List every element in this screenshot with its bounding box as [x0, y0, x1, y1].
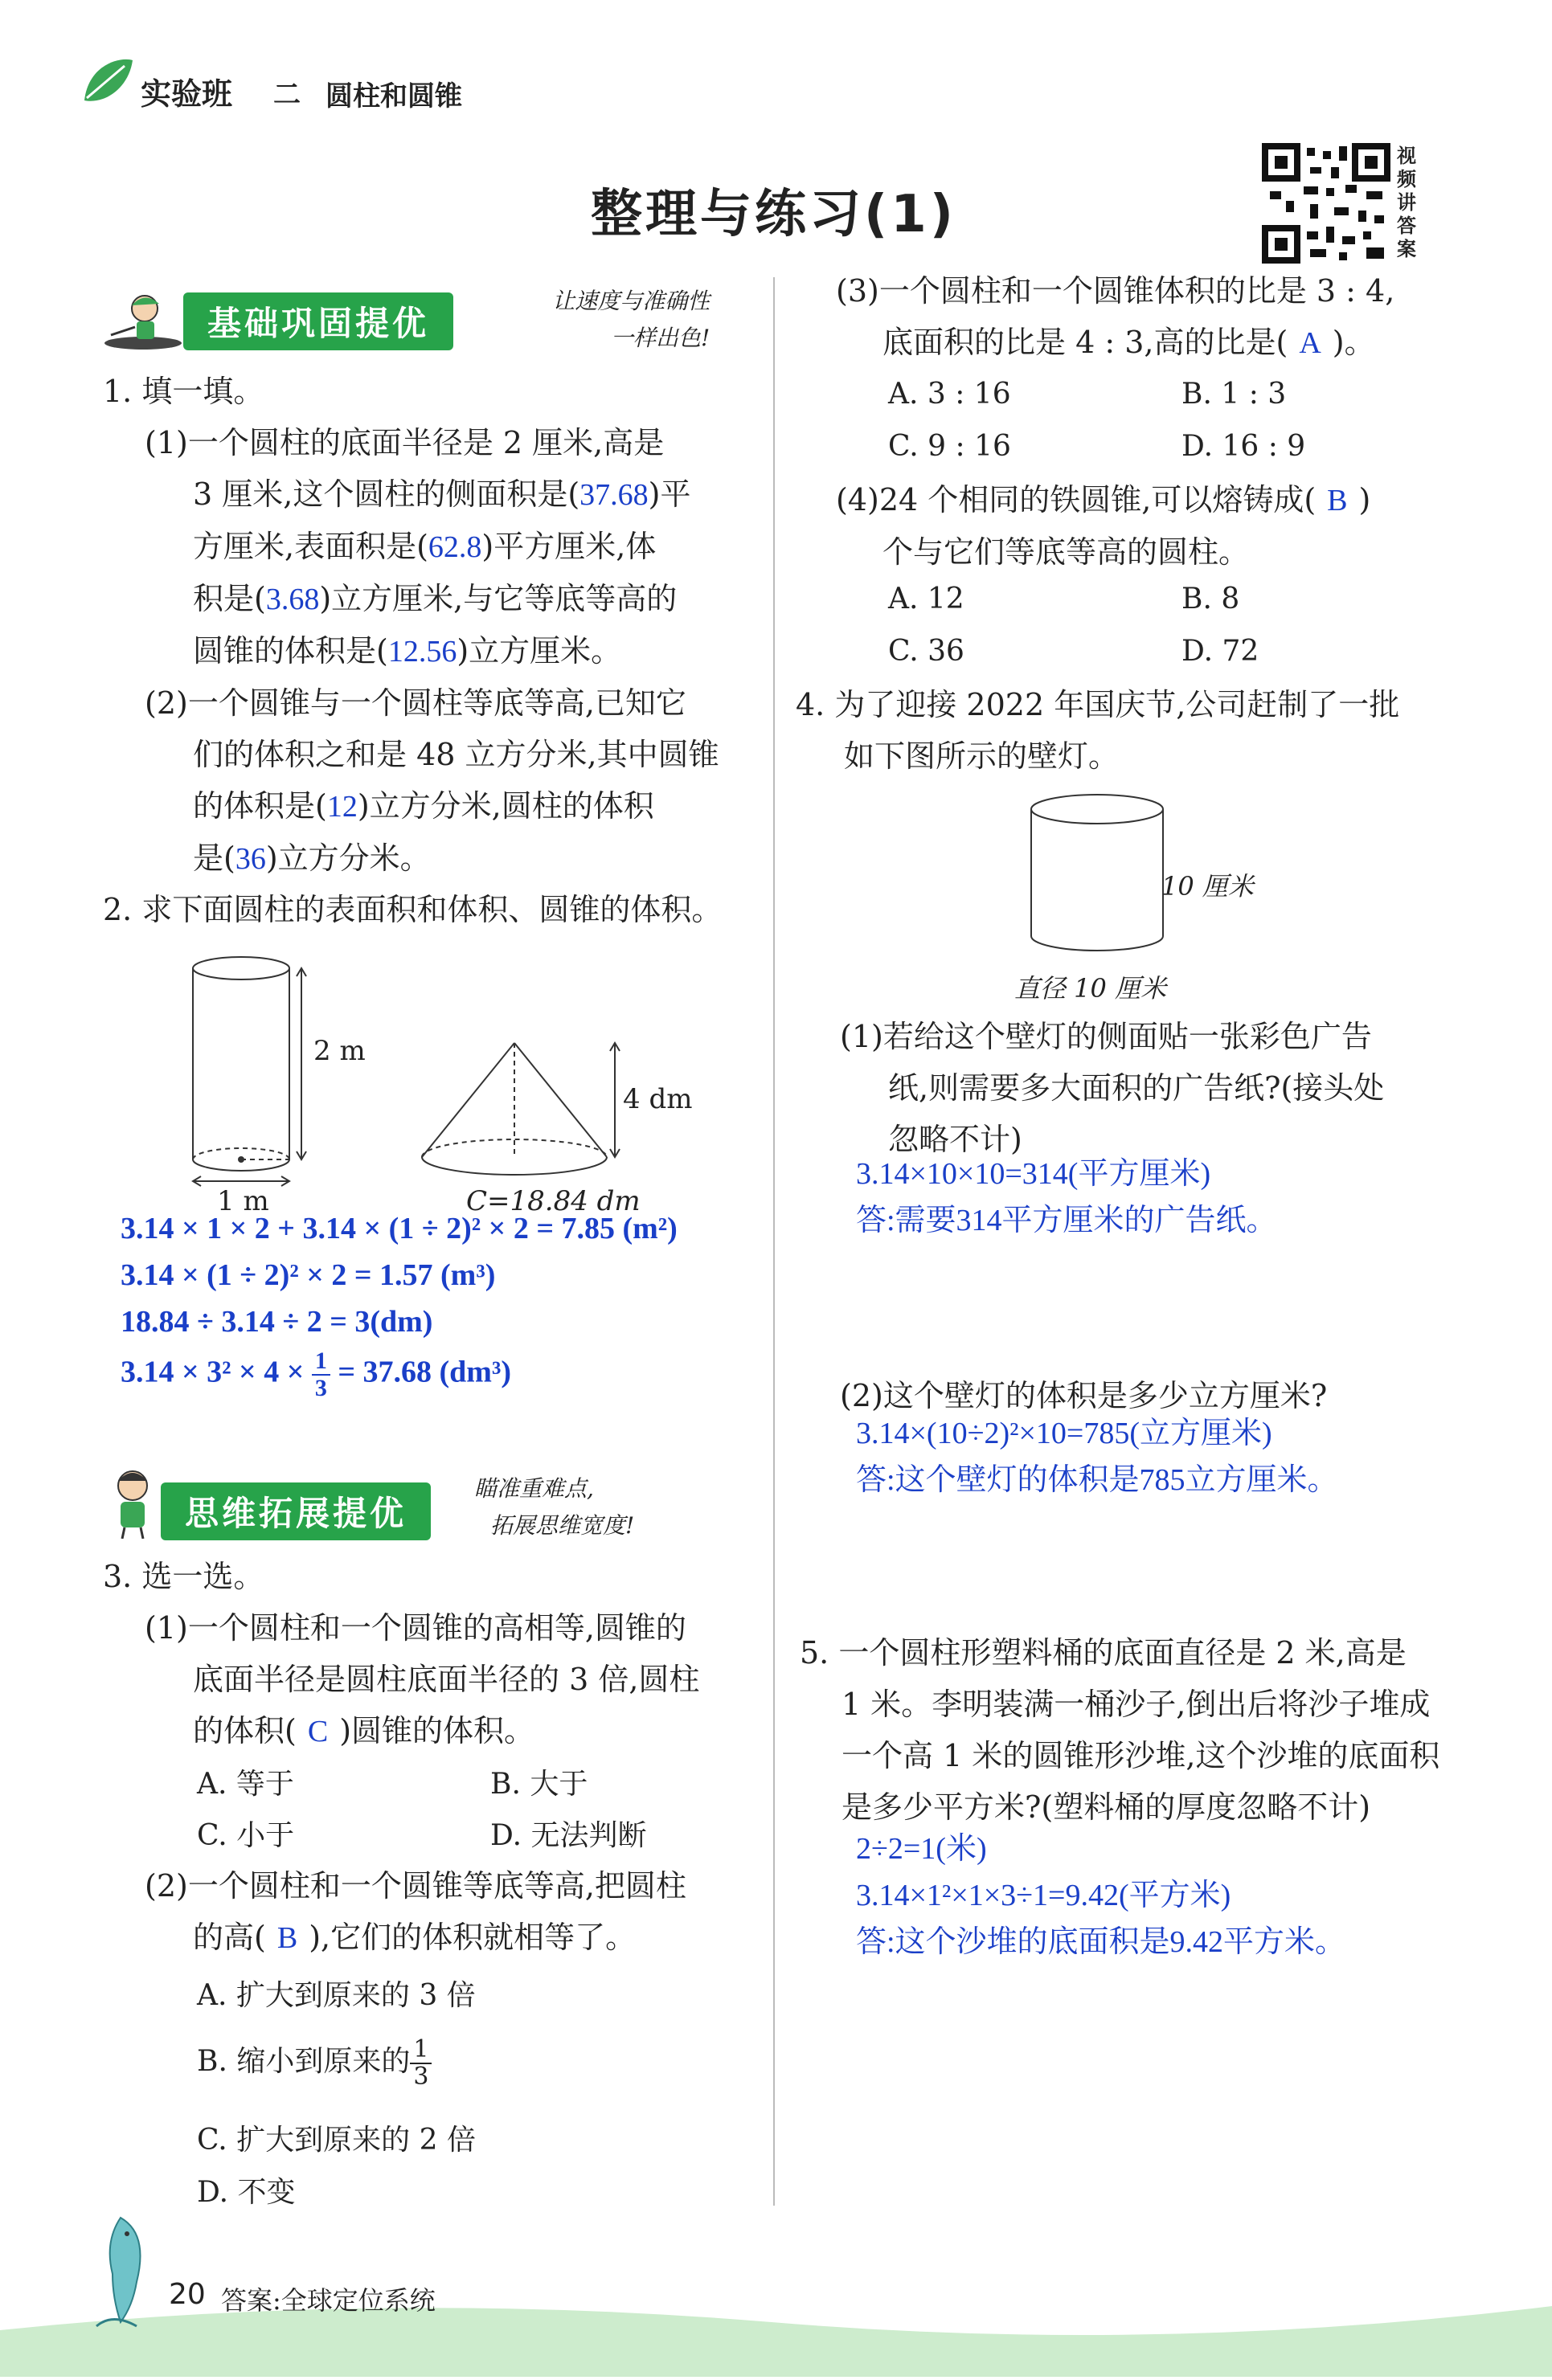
cylinder-height-label: 2 m	[313, 1035, 366, 1067]
lamp-height-label: 10 厘米	[1161, 871, 1254, 902]
answer-blank: 36	[235, 842, 266, 876]
answer-choice: B	[1327, 484, 1348, 517]
qr-label: 视频讲答案	[1397, 145, 1416, 260]
answer-choice: B	[276, 1921, 298, 1955]
mascot-skater-icon	[95, 291, 183, 358]
lamp-diameter-label: 直径 10 厘米	[1014, 973, 1167, 1004]
question-3-4: (4)24 个相同的铁圆锥,可以熔铸成( B ) 个与它们等底等高的圆柱。	[836, 482, 1371, 570]
unit-title: 圆柱和圆锥	[326, 80, 462, 112]
dolphin-icon	[88, 2210, 161, 2333]
question-3: 3. 选一选。 (1)一个圆柱和一个圆锥的高相等,圆锥的 底面半径是圆柱底面半径的 3 倍,圆柱 的体积( C )圆锥的体积。	[103, 1559, 700, 1748]
section-slogan-2: 瞄准重难点, 拓展思维宽度!	[474, 1475, 635, 1539]
option: D. 16 : 9	[1181, 430, 1306, 463]
section-slogan-1: 让速度与准确性 一样出色!	[552, 288, 710, 351]
option: A. 12	[888, 583, 964, 615]
cylinder-diameter-label: 1 m	[217, 1185, 269, 1217]
answer-blank: 12	[326, 790, 358, 824]
page-number: 20	[169, 2278, 206, 2311]
option: A. 扩大到原来的 3 倍	[197, 1979, 476, 2012]
unit-number: 二	[273, 79, 301, 111]
option: B. 缩小到原来的 $\frac{1}{3}$	[197, 2037, 432, 2090]
column-divider	[773, 277, 775, 2206]
question-4-2: (2)这个壁灯的体积是多少立方厘米?	[840, 1378, 1328, 1413]
section-banner-advanced: 思维拓展提优	[161, 1482, 431, 1540]
leaf-logo-icon	[80, 56, 137, 108]
answer-blank: 37.68	[579, 478, 649, 512]
q1-heading: 1. 填一填。	[103, 374, 264, 409]
option: C. 36	[888, 635, 964, 668]
answer-blank: 12.56	[387, 635, 457, 669]
answer-blank: 3.68	[265, 583, 320, 616]
option: C. 扩大到原来的 2 倍	[197, 2124, 476, 2157]
option: C. 小于	[197, 1819, 295, 1852]
cone-circumference-label: C=18.84 dm	[466, 1185, 641, 1217]
section-banner-basic: 基础巩固提优	[183, 292, 453, 350]
question-5: 5. 一个圆柱形塑料桶的底面直径是 2 米,高是 1 米。李明装满一桶沙子,倒出后将沙子堆成 一个高 1 米的圆锥形沙堆,这个沙堆的底面积 是多少平方米?(塑料桶的厚度忽略不计)	[800, 1635, 1440, 1825]
option: B. 1 : 3	[1181, 378, 1287, 411]
cone-height-label: 4 dm	[623, 1083, 693, 1115]
footer-answer: 答案:全球定位系统	[221, 2285, 436, 2316]
option: B. 8	[1181, 583, 1240, 615]
q4-1-answer: 3.14×10×10=314(平方厘米) 答:需要314平方厘米的广告纸。	[856, 1157, 1277, 1237]
question-2-heading: 2. 求下面圆柱的表面积和体积、圆锥的体积。	[103, 892, 723, 927]
page-title: 整理与练习(1)	[591, 185, 957, 244]
option: D. 72	[1181, 635, 1259, 668]
cone-figure	[414, 1037, 639, 1189]
option: D. 不变	[197, 2176, 296, 2209]
book-name: 实验班	[141, 76, 233, 112]
option: A. 等于	[197, 1768, 294, 1801]
qr-code[interactable]	[1262, 143, 1390, 267]
question-4-1: (1)若给这个壁灯的侧面贴一张彩色广告 纸,则需要多大面积的广告纸?(接头处 忽略不计)	[840, 1019, 1385, 1157]
cylinder-figure	[169, 944, 410, 1209]
question-3-3: (3)一个圆柱和一个圆锥体积的比是 3 : 4, 底面积的比是 4 : 3,高的比是( A )。	[836, 273, 1395, 360]
question-1: 1. 填一填。 (1)一个圆柱的底面半径是 2 厘米,高是 3 厘米,这个圆柱的侧面积是(37.68)平 方厘米,表面积是(62.8)平方厘米,体 积是(3.68)立方厘米,与它等底等高的 圆锥的体积是(12.56)立方厘米。 (2)一个圆锥与一个圆柱等底等高,已知它 们的体积之和是 48 立方分米,其中圆锥 的体积是(12)立方分米,圆柱的体积 是(36)立方分米。	[103, 366, 754, 885]
question-3-2: (2)一个圆柱和一个圆锥等底等高,把圆柱 的高( B ),它们的体积就相等了。	[145, 1868, 686, 1955]
answer-blank: 62.8	[428, 530, 482, 564]
option: C. 9 : 16	[888, 430, 1011, 463]
answer-choice: C	[307, 1715, 329, 1748]
option: A. 3 : 16	[888, 378, 1011, 411]
option: B. 大于	[490, 1768, 588, 1801]
q2-answers: 3.14 × 1 × 2 + 3.14 × (1 ÷ 2)² × 2 = 7.85 (m²) 3.14 × (1 ÷ 2)² × 2 = 1.57 (m³) 18.84 ÷ 3.14 ÷ 2 = 3(dm) 3.14 × 3² × 4 × $\frac{1}{3}$ = 37.68 (dm³)	[121, 1212, 678, 1401]
answer-choice: A	[1299, 326, 1321, 360]
option: D. 无法判断	[490, 1819, 647, 1852]
question-4: 4. 为了迎接 2022 年国庆节,公司赶制了一批 如下图所示的壁灯。	[796, 687, 1400, 774]
q5-answer: 2÷2=1(米) 3.14×1²×1×3÷1=9.42(平方米) 答:这个沙堆的底面积是9.42平方米。	[856, 1832, 1346, 1959]
mascot-thinker-icon	[104, 1466, 161, 1542]
q4-2-answer: 3.14×(10÷2)²×10=785(立方厘米) 答:这个壁灯的体积是785立方厘米。	[856, 1417, 1338, 1497]
wall-lamp-figure	[1021, 791, 1173, 968]
